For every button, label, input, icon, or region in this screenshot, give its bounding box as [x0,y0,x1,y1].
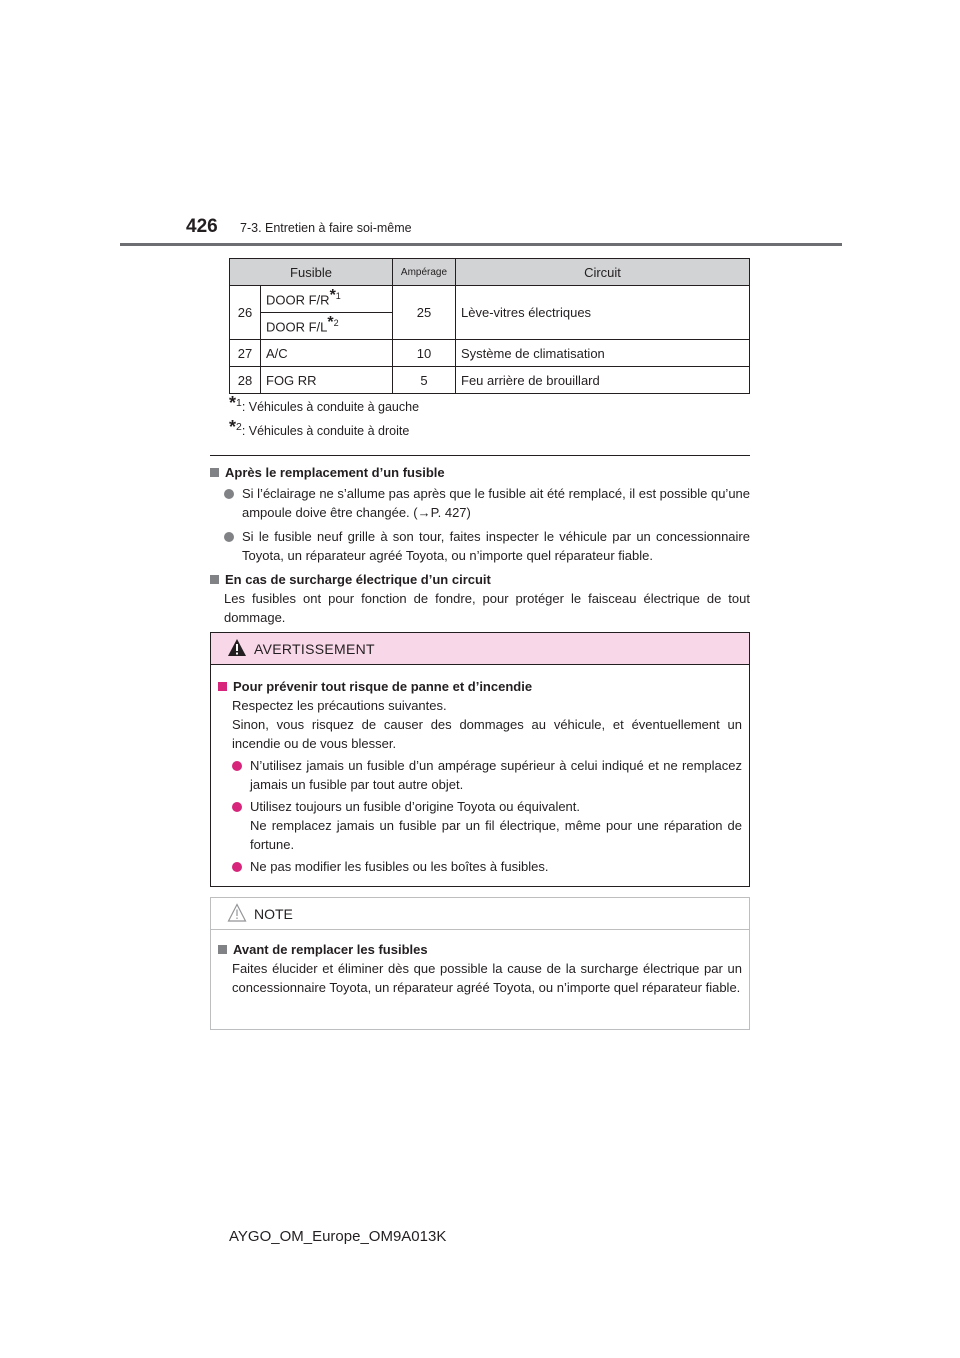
fuse-circuit: Feu arrière de brouillard [456,367,750,394]
bullet-dot-icon [232,802,242,812]
fuse-amperage: 5 [393,367,456,394]
list-item-continuation: Ne remplacez jamais un fusible par un fil électrique, même pour une réparation de fortune. [250,818,742,852]
asterisk: * [329,286,336,304]
fuse-number: 27 [230,340,261,367]
warning-heading: Pour prévenir tout risque de panne et d’incendie [218,677,742,696]
bullet-dot-icon [224,489,234,499]
list-item: Si l’éclairage ne s’allume pas après que le fusible ait été remplacé, il est possible qu’une ampoule doive être changée. (→P. 427) [210,484,750,522]
footnote-text: : Véhicules à conduite à gauche [241,400,420,415]
section-heading: En cas de surcharge électrique d’un circuit [210,570,750,589]
note-paragraph: Faites élucider et éliminer dès que possible la cause de la surcharge électrique par un concessionnaire Toyota, un réparateur agréé Toyota, ou n’importe quel réparateur fiable. [232,961,742,995]
square-bullet-icon [210,468,219,477]
asterisk: * [327,313,334,331]
fuse-amperage: 25 [393,286,456,340]
section-paragraph: Les fusibles ont pour fonction de fondre, pour protéger le faisceau électrique de tout dommage. [224,591,750,625]
bullet-dot-icon [224,532,234,542]
bullet-dot-icon [232,862,242,872]
square-bullet-icon [210,575,219,584]
footnote-ref: 1 [335,290,341,301]
warning-intro: Respectez les précautions suivantes. [232,698,447,713]
warning-body [218,677,742,876]
fuse-number: 28 [230,367,261,394]
section-title: 7-3. Entretien à faire soi-même [240,221,412,235]
list-item: Utilisez toujours un fusible d’origine Toyota ou équivalent. [218,797,742,816]
fuse-name: FOG RR [261,367,393,394]
asterisk: * [229,417,237,437]
fuse-name [261,313,393,340]
list-item: Ne pas modifier les fusibles ou les boîtes à fusibles. [218,857,742,876]
square-bullet-icon [218,945,227,954]
note-heading: Avant de remplacer les fusibles [218,940,742,959]
footnote-number: 2 [236,422,242,433]
header-circuit: Circuit [456,259,750,286]
table-row [230,340,750,367]
fuse-name: A/C [261,340,393,367]
warning-box [210,632,750,887]
fuse-name-text: DOOR F/L [266,319,328,335]
fuse-circuit: Système de climatisation [456,340,750,367]
caution-triangle-icon [227,903,247,928]
warning-header [211,633,749,665]
fuse-table [229,258,750,394]
section-heading: Après le remplacement d’un fusible [210,463,750,482]
footnote-text: : Véhicules à conduite à droite [241,424,410,439]
list-item: N’utilisez jamais un fusible d’un ampérage supérieur à celui indiqué et ne remplacez jamais un fusible par tout autre objet. [218,756,742,794]
fuse-amperage: 10 [393,340,456,367]
note-box [210,897,750,1030]
footnote-number: 1 [236,398,242,409]
footnote-2 [229,417,410,439]
page-number: 426 [186,216,218,237]
warning-title: AVERTISSEMENT [254,641,375,657]
fuse-name [261,286,393,313]
note-body [218,940,742,997]
warning-triangle-icon [227,638,247,663]
document-footer: AYGO_OM_Europe_OM9A013K [229,1228,447,1245]
table-row [230,286,750,313]
fuse-name-text: DOOR F/R [266,292,330,308]
list-item: Si le fusible neuf grille à son tour, faites inspecter le véhicule par un concessionnaire Toyota, un réparateur agréé Toyota, ou n’importe quel réparateur fiable. [210,527,750,565]
square-bullet-icon [218,682,227,691]
fuse-number: 26 [230,286,261,340]
note-title: NOTE [254,906,293,922]
asterisk: * [229,393,237,413]
bullet-dot-icon [232,761,242,771]
header-divider [120,243,842,246]
fuse-circuit: Lève-vitres électriques [456,286,750,340]
warning-intro: Sinon, vous risquez de causer des dommages au véhicule, et éventuellement un incendie ou de vous blesser. [232,717,742,751]
table-header-row [230,259,750,286]
note-header [211,898,749,930]
header-amperage: Ampérage [393,259,456,286]
table-row [230,367,750,394]
header-fuse: Fusible [230,259,393,286]
section-divider [210,455,750,456]
footnote-1 [229,393,420,415]
section-after-replacement [210,463,750,627]
footnote-ref: 2 [333,317,339,328]
